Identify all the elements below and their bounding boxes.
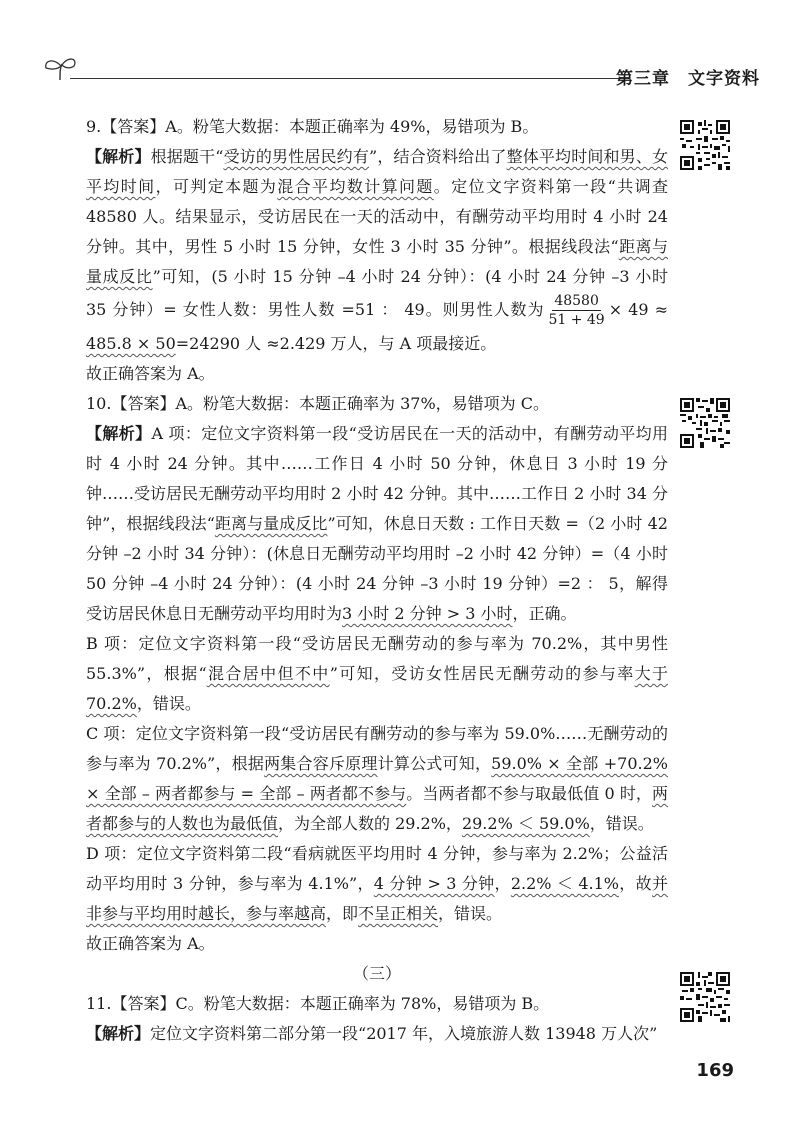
fraction xyxy=(546,292,606,329)
q11-analysis xyxy=(86,1019,668,1049)
emphasis-span: 2.2% ＜ 4.1% xyxy=(510,874,619,893)
emphasis-span: 3 小时 2 分钟 > 3 小时 xyxy=(342,604,513,623)
text-span: A 项：定位文字资料第一段“受访居民在一天的活动中，有酬劳动平均用时 4 小时 24 分钟。其中……工作日 4 小时 50 分钟，休息日 3 小时 19 分钟……受访居民无酬劳动平均用时 2 小时 42 分钟。其中……工作日 2 小时 34 分钟”，根据线段法“ xyxy=(86,424,668,533)
qr-code-icon[interactable] xyxy=(680,398,730,448)
text-span: ， xyxy=(494,874,511,893)
page-number: 169 xyxy=(696,1060,734,1081)
emphasis-span: 并非参与平均用时越长，参与率越高 xyxy=(86,874,668,923)
text-span: × 49 ≈ xyxy=(608,300,668,319)
text-span: ，错误。 xyxy=(438,904,503,923)
text-span: ，即 xyxy=(326,904,359,923)
text-span: ”可知，休息日天数 : 工作日天数 =（2 小时 42 分钟 –2 小时 34 分钟）：(休息日无酬劳动平均用时 –2 小时 42 分钟）=（4 小时 50 分钟 –4 小时 24 分钟）：(4 小时 24 分钟 –3 小时 19 分钟）=2 ： 5，解得受访居民休息日无酬劳动平均用时为 xyxy=(86,514,668,623)
emphasis-span: 混合平均数计算问题 xyxy=(277,177,434,196)
q9-answer xyxy=(86,112,668,142)
analysis-label: 【解析】 xyxy=(86,424,152,443)
section-heading xyxy=(86,959,668,989)
text-span: 计算公式可知， xyxy=(377,754,492,773)
fraction-denominator: 51 + 49 xyxy=(548,312,605,328)
q10-analysis-b xyxy=(86,629,668,719)
q10-conclusion xyxy=(86,929,668,959)
q10-analysis-a xyxy=(86,419,668,629)
q9-analysis xyxy=(86,142,668,359)
q9-answer-text: 9.【答案】A。粉笔大数据：本题正确率为 49%，易错项为 B。 xyxy=(86,117,539,136)
section-heading-text: （三） xyxy=(352,964,401,983)
q11-answer-text: 11.【答案】C。粉笔大数据：本题正确率为 78%，易错项为 B。 xyxy=(86,994,550,1013)
q10-answer xyxy=(86,389,668,419)
emphasis-span: 4 分钟 > 3 分钟 xyxy=(373,874,495,893)
text-span: ，错误。 xyxy=(589,814,654,833)
emphasis-span: 受访的男性居民约有 xyxy=(223,147,369,166)
emphasis-span: 不呈正相关 xyxy=(358,904,439,923)
text-span: ”可知，(5 小时 15 分钟 –4 小时 24 分钟）：(4 小时 24 分钟 –3 小时 35 分钟）= 女性人数：男性人数 =51 ： 49。则男性人数为 xyxy=(86,267,668,319)
q10-analysis-c xyxy=(86,719,668,839)
emphasis-span: 大于 70.2% xyxy=(86,664,668,713)
text-span: ，可判定本题为 xyxy=(155,177,278,196)
text-span: ，正确。 xyxy=(512,604,577,623)
text-span: 定位文字资料第二部分第一段“2017 年，入境旅游人数 13948 万人次” xyxy=(150,1024,658,1043)
q10-analysis-d xyxy=(86,839,668,929)
text-span: ，故 xyxy=(618,874,652,893)
text-span: ，为全部人数的 29.2%， xyxy=(278,814,462,833)
emphasis-span: 距离与量成反比 xyxy=(214,514,328,533)
sprout-leaf-icon xyxy=(40,54,80,84)
analysis-label: 【解析】 xyxy=(86,147,151,166)
text-span: C 项：定位文字资料第一段“受访居民有酬劳动的参与率为 59.0%……无酬劳动的参与率为 70.2%”，根据 xyxy=(86,724,668,773)
text-span: 根据题干“ xyxy=(150,147,224,166)
page-content xyxy=(86,112,668,1049)
q10-answer-text: 10.【答案】A。粉笔大数据：本题正确率为 37%，易错项为 C。 xyxy=(86,394,549,413)
emphasis-span: 距离与量成反比 xyxy=(86,237,668,286)
text-span: 。定位文字资料第一段“共调查 48580 人。结果显示，受访居民在一天的活动中，有酬劳动平均用时 4 小时 24 分钟。其中，男性 5 小时 15 分钟，女性 3 小时 35 分钟”。根据线段法“ xyxy=(86,177,668,256)
chapter-title: 第三章 文字资料 xyxy=(616,69,760,89)
emphasis-span: 整体平均时间和男、女平均时间 xyxy=(86,147,668,196)
text-span: 。当两者都不参与取最低值 0 时， xyxy=(406,784,652,803)
text-span: ”，结合资料给出了 xyxy=(369,147,507,166)
qr-code-icon[interactable] xyxy=(680,120,730,170)
analysis-label: 【解析】 xyxy=(86,1024,151,1043)
conclusion-text: 故正确答案为 A。 xyxy=(86,934,215,953)
page-header xyxy=(40,54,760,94)
conclusion-text: 故正确答案为 A。 xyxy=(86,364,215,383)
text-span: ”可知，受访女性居民无酬劳动的参与率 xyxy=(329,664,635,683)
text-span: ，错误。 xyxy=(136,694,201,713)
emphasis-span: 混合居中但不中 xyxy=(206,664,330,683)
emphasis-span: 485.8 × 50 xyxy=(86,334,176,353)
text-span: B 项：定位文字资料第一段“受访居民无酬劳动的参与率为 70.2%，其中男性 55.3%”，根据“ xyxy=(86,634,668,683)
q11-answer xyxy=(86,989,668,1019)
text-span: D 项：定位文字资料第二段“看病就医平均用时 4 分钟，参与率为 2.2%；公益活动平均用时 3 分钟，参与率为 4.1%”， xyxy=(86,844,668,893)
q9-conclusion xyxy=(86,359,668,389)
fraction-numerator: 48580 xyxy=(554,293,599,309)
emphasis-span: 两集合容斥原理 xyxy=(264,754,378,773)
emphasis-span: 59.0% × 全部 +70.2% × 全部 – 两者都参与 = 全部 – 两者都不参与 xyxy=(86,754,668,803)
qr-code-icon[interactable] xyxy=(680,972,730,1022)
emphasis-span: 两者都参与的人数也为最低值 xyxy=(86,784,668,833)
emphasis-span: 29.2% ＜ 59.0% xyxy=(461,814,590,833)
header-rule xyxy=(70,78,630,79)
text-span: =24290 人 ≈2.429 万人，与 A 项最接近。 xyxy=(175,334,497,353)
